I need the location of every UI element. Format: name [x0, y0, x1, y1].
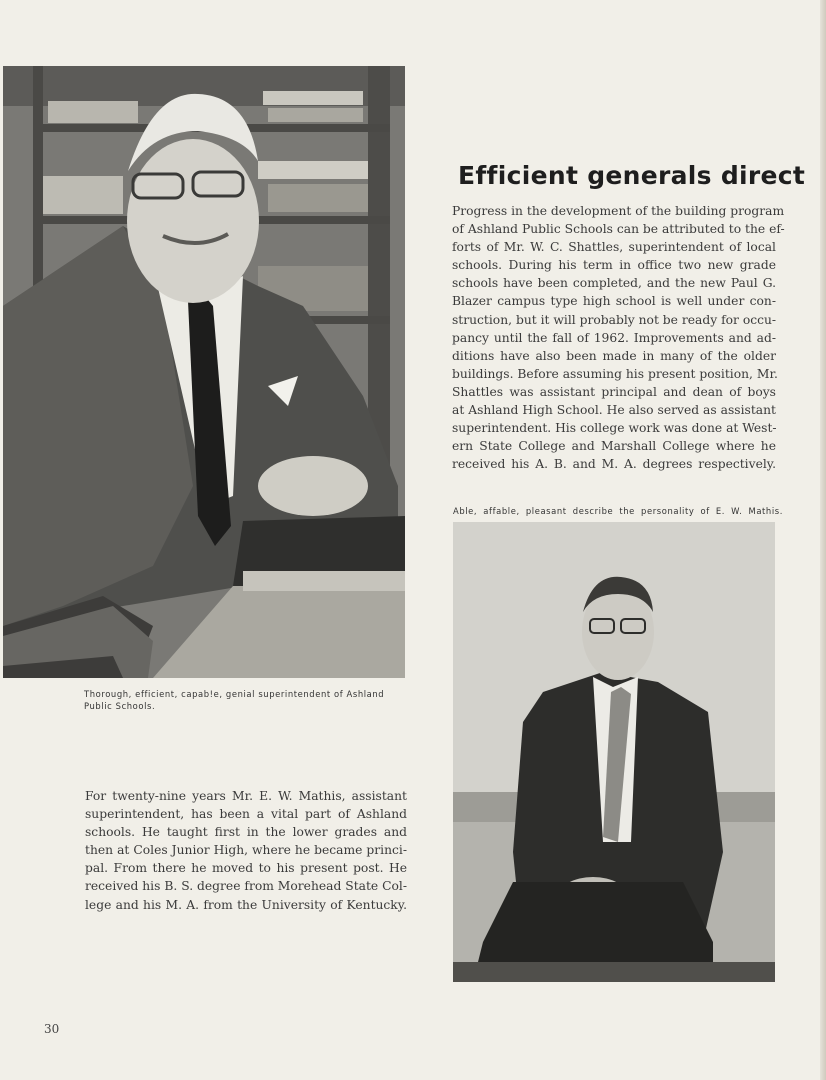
text-line: pancy until the fall of 1962. Improvements and ad- — [452, 330, 776, 345]
text-line: pal. From there he moved to his present post. He — [85, 861, 407, 876]
superintendent-caption: Thorough, efficient, capab!e, genial superintendent of Ashland Public Schools. — [84, 689, 385, 711]
text-line: forts of Mr. W. C. Shattles, superintendent of local — [452, 240, 776, 255]
text-line: superintendent. His college work was done at West- — [452, 421, 777, 436]
text-line: Progress in the development of the building program — [452, 204, 785, 218]
text-line: Shattles was assistant principal and dean of boys — [452, 384, 776, 399]
page-number: 30 — [44, 1022, 60, 1036]
text-line: received his B. S. degree from Morehead State Col- — [85, 879, 407, 894]
text-line: lege and his M. A. from the University of Kentucky. — [85, 897, 407, 912]
shattles-paragraph — [452, 202, 785, 473]
text-line: For twenty-nine years Mr. E. W. Mathis, assistant — [85, 789, 407, 803]
text-line: struction, but it will probably not be ready for occu- — [452, 312, 777, 327]
assistant-superintendent-photo — [453, 522, 775, 982]
text-line: ern State College and Marshall College where he — [452, 439, 776, 454]
page-edge — [820, 0, 826, 1080]
text-line: Blazer campus type high school is well under con- — [452, 294, 776, 309]
text-line: then at Coles Junior High, where he became princi- — [85, 843, 407, 858]
text-line: schools have been completed, and the new Paul G. — [452, 276, 776, 291]
mathis-paragraph — [85, 787, 407, 914]
mathis-caption: Able, affable, pleasant describe the personality of E. W. Mathis. — [453, 506, 783, 516]
text-line: buildings. Before assuming his present position, Mr. — [452, 366, 778, 381]
text-line: at Ashland High School. He also served as assistant — [452, 403, 776, 418]
text-line: schools. He taught first in the lower grades and — [85, 825, 407, 840]
text-line: schools. During his term in office two new grade — [452, 258, 776, 273]
page-title: Efficient generals direct — [458, 160, 806, 190]
superintendent-photo — [3, 66, 405, 678]
text-line: ditions have also been made in many of the older — [452, 348, 776, 363]
text-line: superintendent, has been a vital part of Ashland — [85, 807, 407, 822]
text-line: received his A. B. and M. A. degrees respectively. — [452, 457, 776, 472]
text-line: of Ashland Public Schools can be attributed to the ef- — [452, 222, 785, 237]
